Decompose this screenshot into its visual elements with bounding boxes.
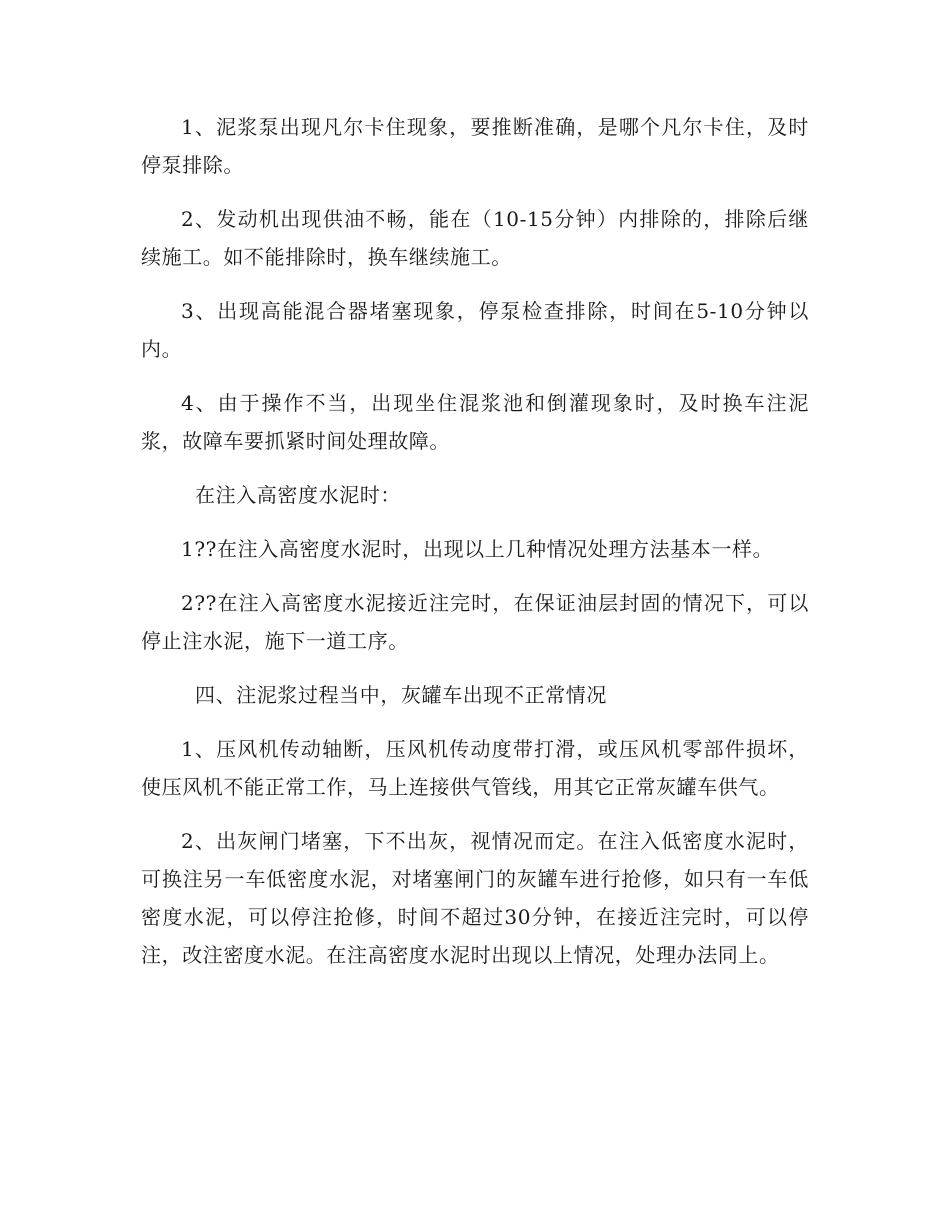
paragraph-high-density-2: 2??在注入高密度水泥接近注完时，在保证油层封固的情况下，可以停止注水泥，施下一道工序。 bbox=[141, 591, 809, 653]
paragraph-compressor-failure: 1、压风机传动轴断，压风机传动度带打滑，或压风机零部件损坏，使压风机不能正常工作，马上连接供气管线，用其它正常灰罐车供气。 bbox=[141, 737, 809, 799]
paragraph-high-density-1: 1??在注入高密度水泥时，出现以上几种情况处理方法基本一样。 bbox=[181, 537, 774, 561]
section-heading-four: 四、注泥浆过程当中，灰罐车出现不正常情况 bbox=[195, 683, 607, 707]
paragraph-improper-operation: 4、由于操作不当，出现坐住混浆池和倒灌现象时，及时换车注泥浆，故障车要抓紧时间处理故障。 bbox=[141, 391, 809, 453]
paragraph-mud-pump-valve: 1、泥浆泵出现凡尔卡住现象，要推断准确，是哪个凡尔卡住，及时停泵排除。 bbox=[141, 115, 809, 177]
paragraph-mixer-blockage: 3、出现高能混合器堵塞现象，停泵检查排除，时间在5-10分钟以内。 bbox=[141, 299, 809, 361]
paragraph-engine-fuel: 2、发动机出现供油不畅，能在（10-15分钟）内排除的，排除后继续施工。如不能排除时，换车继续施工。 bbox=[141, 207, 809, 269]
subheading-high-density-cement: 在注入高密度水泥时： bbox=[195, 483, 401, 507]
document-body bbox=[141, 108, 809, 990]
paragraph-gate-blockage: 2、出灰闸门堵塞，下不出灰，视情况而定。在注入低密度水泥时，可换注另一车低密度水泥，对堵塞闸门的灰罐车进行抢修，如只有一车低密度水泥，可以停注抢修，时间不超过30分钟，在接近注完时，可以停注，改注密度水泥。在注高密度水泥时出现以上情况，处理办法同上。 bbox=[141, 829, 809, 967]
